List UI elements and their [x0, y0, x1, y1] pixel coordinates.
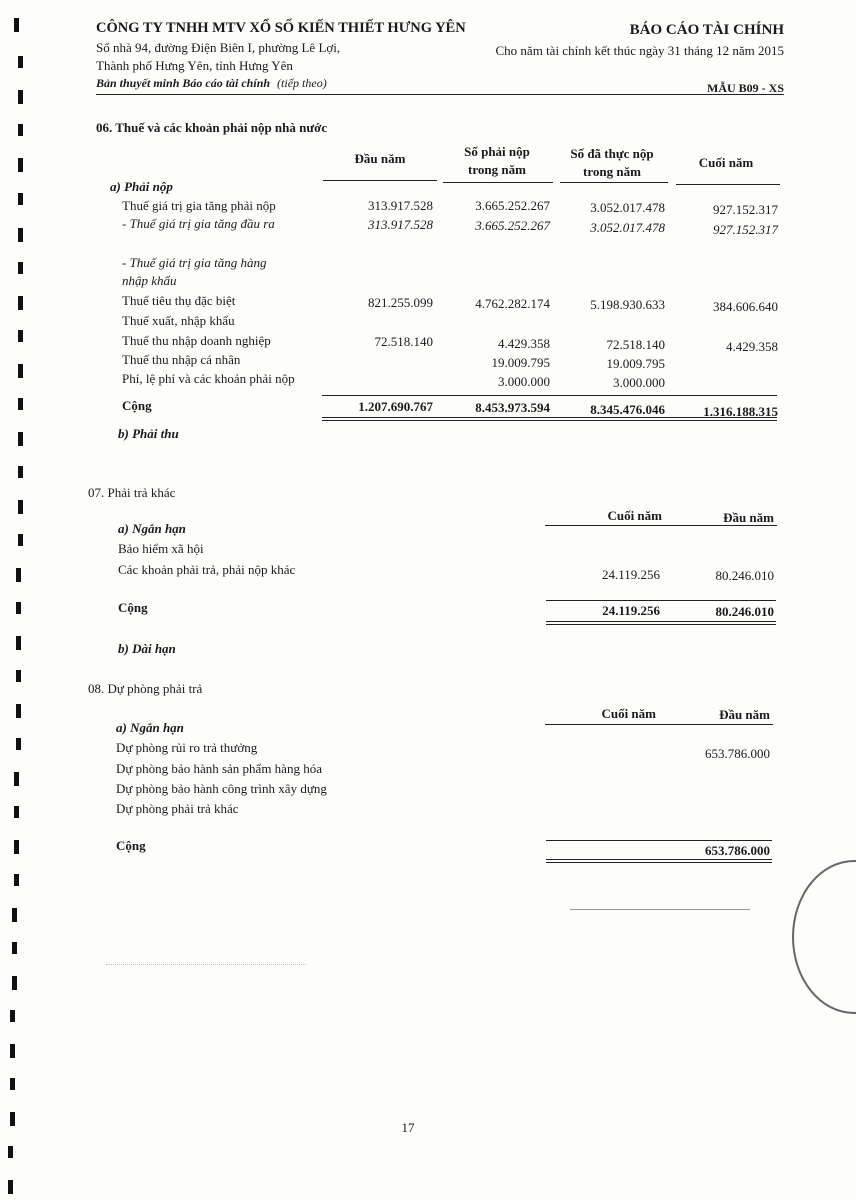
section-07-sub-b: b) Dài hạn [118, 641, 176, 656]
cell-payable: 3.665.252.267 [475, 198, 550, 213]
scan-artifact-line [570, 909, 750, 910]
cell-paid: 3.000.000 [613, 375, 665, 390]
table-row-label: Phí, lệ phí và các khoản phải nộp [122, 371, 295, 386]
col-closing: Cuối năm [601, 706, 656, 721]
total-rule-top [546, 840, 772, 841]
cell-payable: 19.009.795 [491, 355, 550, 370]
form-code: MẪU B09 - XS [707, 81, 784, 95]
cell-closing: 927.152.317 [713, 202, 778, 217]
cell-closing: 4.429.358 [726, 339, 778, 354]
total-rule-bottom [322, 417, 777, 421]
cell-opening: 653.786.000 [705, 746, 770, 761]
cell-paid: 19.009.795 [606, 356, 665, 371]
table-row-label: - Thuế giá trị gia tăng đầu ra [122, 216, 275, 231]
cell-payable: 3.665.252.267 [475, 218, 550, 233]
total-closing: 1.316.188.315 [703, 404, 778, 419]
col-opening: Đầu năm [723, 510, 774, 525]
header-underline [443, 182, 553, 183]
cell-paid: 3.052.017.478 [590, 220, 665, 235]
report-title: BÁO CÁO TÀI CHÍNH [629, 22, 784, 38]
total-rule-top [546, 600, 776, 601]
table-row-label: Dự phòng rủi ro trả thưởng [116, 740, 258, 755]
scan-artifact-line [106, 964, 306, 965]
section-08-sub-a: a) Ngắn hạn [116, 720, 184, 735]
cell-closing: 927.152.317 [713, 222, 778, 237]
total-closing: 24.119.256 [602, 603, 660, 618]
header-underline [545, 525, 777, 526]
cell-opening: 821.255.099 [368, 295, 433, 310]
table-row-label: Thuế thu nhập cá nhân [122, 352, 241, 367]
cell-opening: 313.917.528 [368, 217, 433, 232]
cell-closing: 24.119.256 [601, 567, 660, 582]
cell-opening: 313.917.528 [368, 198, 433, 213]
total-rule-bottom [546, 621, 776, 625]
total-paid: 8.345.476.046 [590, 402, 665, 417]
col-payable-line1: Số phải nộp [464, 144, 530, 159]
col-paid-line1: Số đã thực nộp [570, 146, 654, 161]
company-name: CÔNG TY TNHH MTV XỔ SỐ KIẾN THIẾT HƯNG YÊN [96, 20, 466, 36]
header-underline [323, 180, 437, 181]
page-number: 17 [401, 1120, 415, 1135]
section-08-total-label: Cộng [116, 838, 146, 853]
table-row-label: Thuế giá trị gia tăng phải nộp [122, 198, 276, 213]
cell-payable: 3.000.000 [498, 374, 550, 389]
notes-title [96, 76, 327, 91]
section-06-sub-a: a) Phải nộp [110, 179, 173, 194]
cell-payable: 4.429.358 [498, 336, 550, 351]
section-06-title: 06. Thuế và các khoản phải nộp nhà nước [96, 120, 328, 135]
table-row-label: - Thuế giá trị gia tăng hàng [122, 255, 267, 270]
cell-paid: 5.198.930.633 [590, 297, 665, 312]
section-07-total-label: Cộng [118, 600, 148, 615]
section-06-sub-b: b) Phải thu [118, 426, 179, 441]
stamp-fragment [792, 860, 856, 1014]
cell-paid: 72.518.140 [606, 337, 665, 352]
header-underline [545, 724, 773, 725]
section-08-title: 08. Dự phòng phải trả [88, 681, 203, 696]
total-rule-bottom [546, 859, 772, 863]
table-row-label: Bảo hiểm xã hội [118, 541, 204, 556]
table-row-label: Thuế thu nhập doanh nghiệp [122, 333, 271, 348]
cell-closing: 384.606.640 [713, 299, 778, 314]
table-row-label: Dự phòng bảo hành công trình xây dựng [116, 781, 327, 796]
table-row-label: Dự phòng phải trả khác [116, 801, 239, 816]
total-rule-top [322, 395, 777, 396]
cell-opening: 80.246.010 [715, 568, 774, 583]
company-address-line1: Số nhà 94, đường Điện Biên I, phường Lê Lợi, [96, 40, 341, 55]
notes-continued: (tiếp theo) [277, 76, 327, 90]
company-address-line2: Thành phố Hưng Yên, tỉnh Hưng Yên [96, 58, 293, 73]
cell-payable: 4.762.282.174 [475, 296, 550, 311]
report-period: Cho năm tài chính kết thúc ngày 31 tháng 12 năm 2015 [495, 43, 784, 58]
col-payable-line2: trong năm [468, 162, 526, 177]
section-06-total-label: Cộng [122, 398, 152, 413]
col-opening: Đầu năm [354, 151, 406, 166]
header-underline [560, 182, 668, 183]
section-07-sub-a: a) Ngắn hạn [118, 521, 186, 536]
col-paid-line2: trong năm [583, 164, 641, 179]
col-opening: Đầu năm [719, 707, 770, 722]
cell-paid: 3.052.017.478 [590, 200, 665, 215]
total-opening: 1.207.690.767 [358, 399, 433, 414]
total-opening: 653.786.000 [705, 843, 770, 858]
table-row-label: Thuế xuất, nhập khẩu [122, 313, 235, 328]
notes-title-text: Bản thuyết minh Báo cáo tài chính [96, 76, 271, 90]
table-row-label-cont: nhập khẩu [122, 273, 177, 288]
col-closing: Cuối năm [607, 508, 662, 523]
table-row-label: Các khoản phải trả, phải nộp khác [118, 562, 296, 577]
cell-opening: 72.518.140 [374, 334, 433, 349]
table-row-label: Thuế tiêu thụ đặc biệt [122, 293, 236, 308]
header-underline [676, 184, 780, 185]
col-closing: Cuối năm [698, 155, 754, 170]
table-row-label: Dự phòng bảo hành sản phẩm hàng hóa [116, 761, 322, 776]
section-07-title: 07. Phải trả khác [88, 485, 176, 500]
total-opening: 80.246.010 [715, 604, 774, 619]
total-payable: 8.453.973.594 [475, 400, 550, 415]
header-rule [96, 94, 784, 95]
